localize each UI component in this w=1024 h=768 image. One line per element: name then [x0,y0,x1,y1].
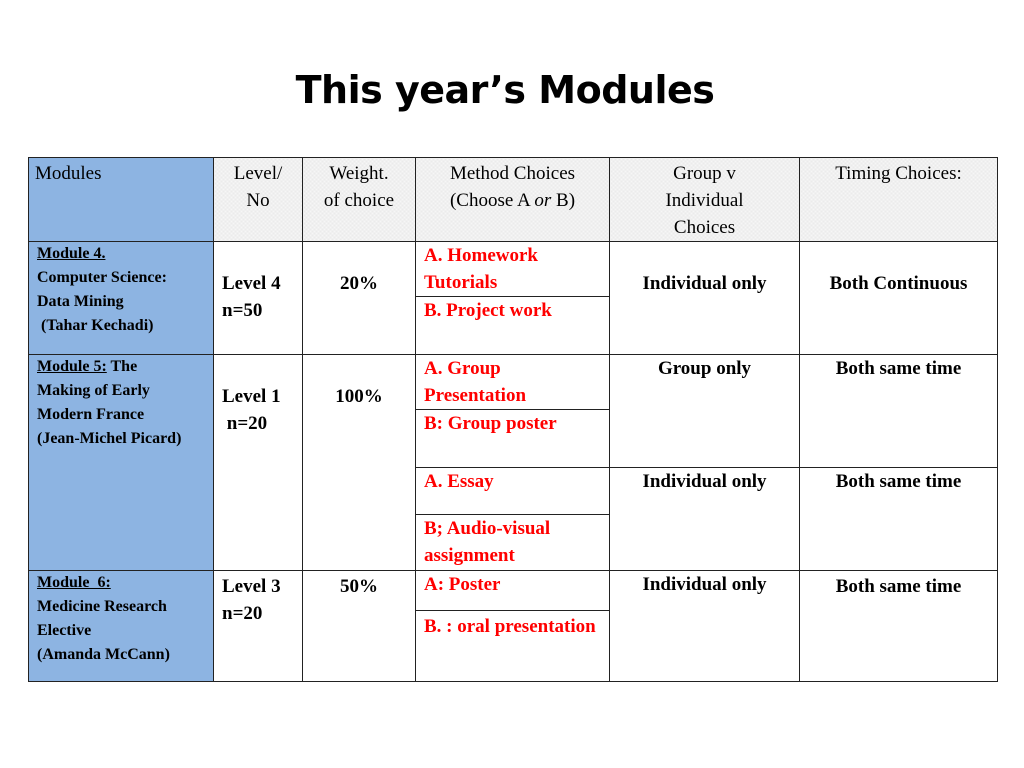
header-method-line2 [424,187,601,214]
module-4-name-line2: Data Mining [37,293,124,310]
header-method-line1: Method Choices [449,163,576,184]
module-4-name-line1: Computer Science: [37,269,167,286]
module-4-heading: Module 4. [37,245,106,262]
module-4-method-a: A. Homework Tutorials [416,242,610,297]
module-5-cell [29,355,214,571]
header-group-line1: Group v [673,163,736,184]
module-6-name-line1: Medicine Research [37,598,167,615]
module-5-name-line2: Modern France [37,406,145,423]
module-5-n: n=20 [222,413,268,434]
module-5-heading: Module 5: [37,358,107,375]
header-weight-line1: Weight. [329,163,389,184]
module-6-method-a: A: Poster [416,571,610,611]
module-4-cell [29,242,214,355]
header-method-pre: (Choose A [449,190,535,211]
module-4-method-b: B. Project work [416,297,610,355]
module-6-heading: Module 6: [37,574,111,591]
table-header-row [29,158,998,242]
module-4-weight: 20% [303,242,416,355]
module-5-lead: (Jean-Michel Picard) [37,430,182,447]
module-6-lead: (Amanda McCann) [37,646,170,663]
modules-table [28,157,998,682]
module-5-method-b1: B: Group poster [416,410,610,468]
module-5-name-line1: Making of Early [37,382,150,399]
module-6-timing: Both same time [800,571,998,682]
header-method-post: B) [551,190,576,211]
header-level-line1: Level/ [233,163,283,184]
module-6-level [214,571,303,682]
module-5-group-1: Group only [610,355,800,468]
module-6-method-b: B. : oral presentation [416,611,610,682]
module-6-weight: 50% [303,571,416,682]
module-5-group-2: Individual only [610,468,800,571]
header-group [610,158,800,242]
module-4-timing: Both Continuous [800,242,998,355]
module-4-level [214,242,303,355]
module-5-method-a2: A. Essay [416,468,610,515]
header-timing: Timing Choices: [800,158,998,242]
module-5-weight: 100% [303,355,416,571]
module-4-n: n=50 [222,300,263,321]
header-modules: Modules [29,158,214,242]
module-5-level [214,355,303,571]
table-row [29,355,998,410]
table-row [29,571,998,611]
header-group-line2: Individual [665,190,744,211]
module-4-group: Individual only [610,242,800,355]
table-row [29,242,998,297]
module-4-level-text: Level 4 [222,273,281,294]
header-group-line3: Choices [673,217,736,238]
module-5-heading-line [37,355,205,379]
module-5-timing-2: Both same time [800,468,998,571]
module-5-level-text: Level 1 [222,386,281,407]
module-6-n: n=20 [222,603,263,624]
header-weight [303,158,416,242]
header-level-line2: No [246,190,270,211]
slide-title: This year’s Modules [295,68,715,112]
module-5-timing-1: Both same time [800,355,998,468]
module-6-name-line2: Elective [37,622,92,639]
module-5-heading-tail: The [106,358,138,375]
header-level [214,158,303,242]
header-method-or: or [534,190,552,211]
header-weight-line2: of choice [323,190,395,211]
module-5-method-b2: B; Audio-visual assignment [416,515,610,571]
module-5-method-a1: A. Group Presentation [416,355,610,410]
module-6-level-text: Level 3 [222,576,281,597]
module-4-lead: (Tahar Kechadi) [37,317,154,334]
header-method [416,158,610,242]
module-6-group: Individual only [610,571,800,682]
module-6-cell [29,571,214,682]
